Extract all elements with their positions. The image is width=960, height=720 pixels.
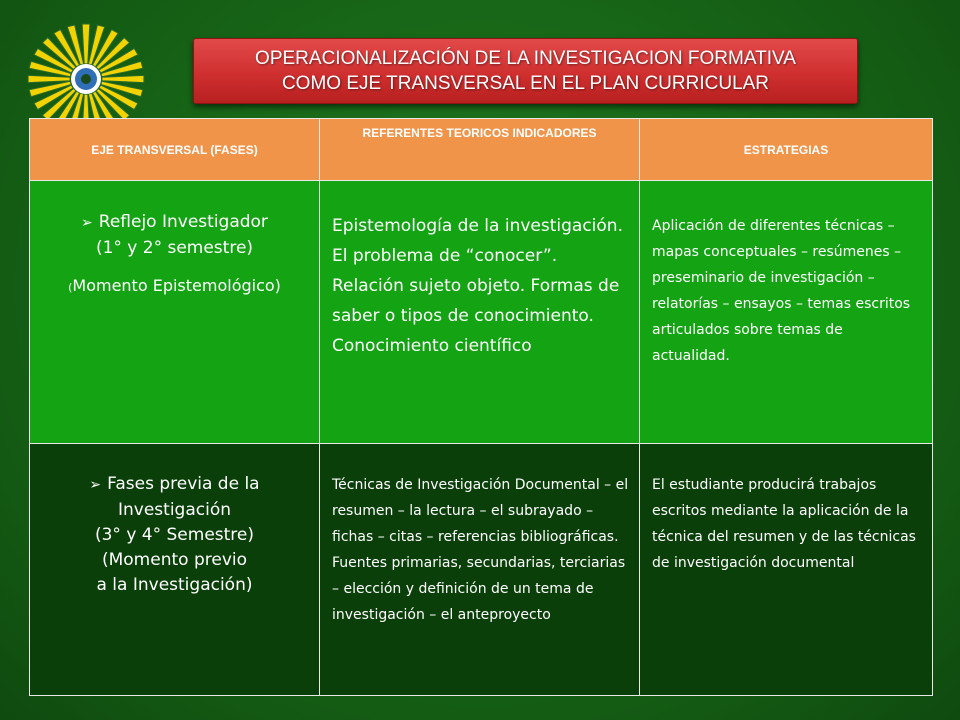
- arrow-bullet-icon: ➢: [89, 477, 102, 493]
- estrategias-cell: El estudiante producirá trabajos escritos mediante la aplicación de la técnica del resumen y de las técnicas de investigación documental: [640, 444, 933, 696]
- slide-title: [193, 38, 858, 104]
- phase-cell: [30, 444, 320, 696]
- emblem-ray: [28, 75, 70, 82]
- arrow-bullet-icon: ➢: [81, 215, 93, 231]
- header-referentes: REFERENTES TEORICOS INDICADORES: [320, 119, 640, 181]
- phase-title: Fases previa de la: [107, 474, 260, 494]
- phase-moment-paren: (: [68, 281, 73, 294]
- emblem-ray: [82, 24, 90, 64]
- header-estrategias: ESTRATEGIAS: [640, 119, 933, 181]
- phase-moment: (Momento previo: [101, 550, 247, 570]
- referentes-cell: Epistemología de la investigación. El problema de “conocer”. Relación sujeto objeto. Formas de saber o tipos de conocimiento. Conocimiento científico: [320, 181, 640, 444]
- phase-moment-cont: a la Investigación): [96, 575, 253, 595]
- phase-title: Reflejo Investigador: [98, 212, 268, 232]
- title-line-1: OPERACIONALIZACIÓN DE LA INVESTIGACION FORMATIVA: [255, 48, 796, 69]
- title-line-2: COMO EJE TRANSVERSAL EN EL PLAN CURRICULAR: [281, 73, 770, 94]
- phase-semester: (1° y 2° semestre): [95, 238, 254, 258]
- operationalization-table: [29, 118, 933, 696]
- phase-title-cont: Investigación: [117, 500, 231, 520]
- header-eje-transversal: EJE TRANSVERSAL (FASES): [30, 119, 320, 181]
- emblem-ray: [102, 75, 144, 82]
- table-header-row: [30, 119, 933, 181]
- phase-moment: Momento Epistemológico): [72, 276, 281, 295]
- table-row: [30, 444, 933, 696]
- phase-semester: (3° y 4° Semestre): [94, 525, 255, 545]
- table-row: [30, 181, 933, 444]
- estrategias-cell: Aplicación de diferentes técnicas – mapas conceptuales – resúmenes – preseminario de investigación – relatorías – ensayos – temas escritos articulados sobre temas de actualidad.: [640, 181, 933, 444]
- referentes-cell: Técnicas de Investigación Documental – el resumen – la lectura – el subrayado – fichas – citas – referencias bibliográficas. Fuentes primarias, secundarias, terciarias – elección y definición de un tema de investigación – el anteproyecto: [320, 444, 640, 696]
- phase-cell: [30, 181, 320, 444]
- emblem-core: [81, 74, 91, 84]
